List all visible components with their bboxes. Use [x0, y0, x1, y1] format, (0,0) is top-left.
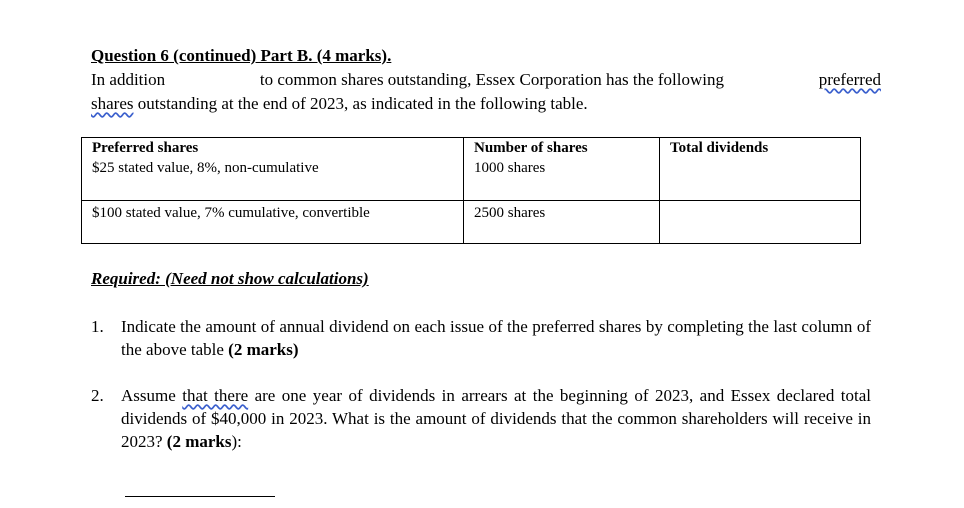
header-preferred-shares: Preferred shares — [82, 138, 464, 159]
item-text — [121, 384, 871, 453]
list-item — [91, 315, 871, 361]
list-item — [91, 384, 871, 453]
intro-text-2b: outstanding at the end of 2023, as indicated in the following table. — [133, 94, 588, 113]
cell-total-dividends[interactable] — [660, 201, 861, 244]
item-2-text-b: that there — [182, 386, 249, 405]
table-row — [82, 201, 861, 244]
intro-text-1a: In addition — [91, 70, 166, 89]
cell-share-description: $25 stated value, 8%, non-cumulative — [82, 158, 464, 201]
table-row — [82, 158, 861, 201]
item-2-text-a: Assume — [121, 386, 183, 405]
item-2-marks: (2 marks — [166, 432, 232, 451]
intro-text-1b: to common shares outstanding, Essex Corporation has the following — [259, 70, 724, 89]
item-2-tail: ): — [231, 432, 242, 451]
answer-line[interactable] — [125, 496, 275, 497]
cell-share-description: $100 stated value, 7% cumulative, convertible — [82, 201, 464, 244]
item-1-marks: (2 marks) — [228, 340, 299, 359]
intro-paragraph — [91, 68, 881, 116]
item-number: 2. — [91, 386, 104, 405]
required-heading: Required: (Need not show calculations) — [91, 269, 369, 288]
cell-total-dividends[interactable] — [660, 158, 861, 201]
item-text — [121, 315, 871, 361]
cell-number-of-shares: 2500 shares — [464, 201, 660, 244]
item-1-text: Indicate the amount of annual dividend on each issue of the preferred shares by completing the last column of the above table — [121, 317, 871, 359]
header-number-of-shares: Number of shares — [464, 138, 660, 159]
intro-text-2a: shares — [91, 94, 134, 113]
header-total-dividends: Total dividends — [660, 138, 861, 159]
preferred-shares-table — [81, 137, 861, 244]
intro-text-1c: preferred — [818, 70, 881, 89]
item-2-text-c: are one year of dividends in arrears at the beginning of 2023, and Essex declared total dividends of $40,000 in 2023. What is the amount of dividends that the common shareholders will receive in 2023? — [121, 386, 871, 451]
table-header-row — [82, 138, 861, 159]
question-heading: Question 6 (continued) Part B. (4 marks). — [91, 46, 392, 65]
cell-number-of-shares: 1000 shares — [464, 158, 660, 201]
item-number: 1. — [91, 317, 104, 336]
